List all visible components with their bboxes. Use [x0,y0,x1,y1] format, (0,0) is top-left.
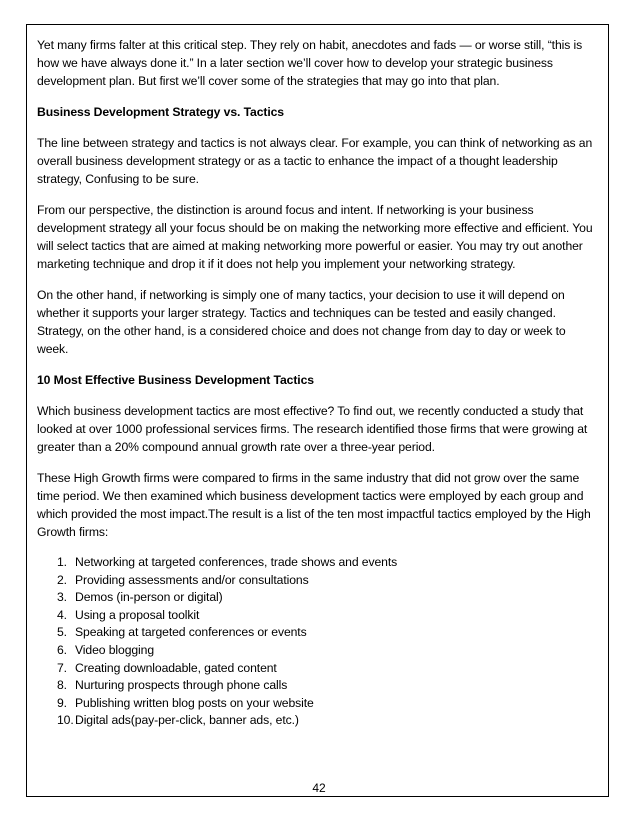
list-item [37,572,597,590]
list-item-number: 7. [57,660,67,675]
list-item-number: 9. [57,695,67,710]
list-item-text: Demos (in-person or digital) [75,590,223,605]
tactics-list [37,554,597,730]
paragraph-study: Which business development tactics are most effective? To find out, we recently conducted a study that looked at over 1000 professional services firms. The research identified those firms that were growing at greater than a 20% compound annual growth rate over a three-year period. [37,404,588,454]
list-item-text: Creating downloadable, gated content [75,660,277,675]
list-item-text: Nurturing prospects through phone calls [75,678,288,693]
list-item [37,712,597,730]
section-heading-most-effective-tactics: 10 Most Effective Business Development Tactics [37,373,314,387]
paragraph-other-hand: On the other hand, if networking is simply one of many tactics, your decision to use it will depend on whether it supports your larger strategy. Tactics and techniques can be tested and easily changed. Strategy, on the other hand, is a considered choice and does not change from day to day or week to week. [37,288,566,356]
list-item-text: Digital ads(pay-per-click, banner ads, etc.) [75,713,299,728]
page-number: 42 [312,781,326,795]
list-item-number: 3. [57,590,67,605]
list-item [37,677,597,695]
paragraph-strategy-tactics-line: The line between strategy and tactics is not always clear. For example, you can think of networking as an overall business development strategy or as a tactic to enhance the impact of a thought leadership strategy, Confusing to be sure. [37,136,593,186]
list-item-text: Publishing written blog posts on your website [75,695,314,710]
list-item-text: Networking at targeted conferences, trade shows and events [75,555,398,569]
list-item-number: 5. [57,625,67,640]
intro-paragraph: Yet many firms falter at this critical step. They rely on habit, anecdotes and fads — or worse still, “this is how we have always done it.” In a later section we’ll cover how to develop your strategic business development plan. But first we’ll cover some of the strategies that may go into that plan. [37,38,583,88]
list-item-number: 1. [57,555,67,569]
list-item [37,695,597,713]
list-item-text: Providing assessments and/or consultations [75,572,309,587]
list-item-number: 4. [57,607,67,622]
list-item [37,589,597,607]
document-body [37,36,597,730]
list-item [37,624,597,642]
section-heading-strategy-vs-tactics: Business Development Strategy vs. Tactics [37,105,284,119]
list-item [37,607,597,625]
paragraph-focus-intent: From our perspective, the distinction is around focus and intent. If networking is your business development strategy all your focus should be on making the networking more effective and efficient. You will select tactics that are aimed at making networking more powerful or easier. You may try out another marketing technique and drop it if it does not help you implement your networking strategy. [37,203,593,271]
list-item [37,554,597,572]
paragraph-high-growth: These High Growth firms were compared to firms in the same industry that did not grow over the same time period. We then examined which business development tactics were employed by each group and which provided the most impact.The result is a list of the ten most impactful tactics employed by the High Growth firms: [37,471,591,539]
list-item-number: 6. [57,642,67,657]
list-item [37,642,597,660]
list-item-number: 10. [57,713,74,728]
list-item [37,660,597,678]
list-item-text: Video blogging [75,642,155,657]
list-item-text: Using a proposal toolkit [75,607,200,622]
list-item-number: 8. [57,678,67,693]
list-item-text: Speaking at targeted conferences or events [75,625,307,640]
list-item-number: 2. [57,572,67,587]
